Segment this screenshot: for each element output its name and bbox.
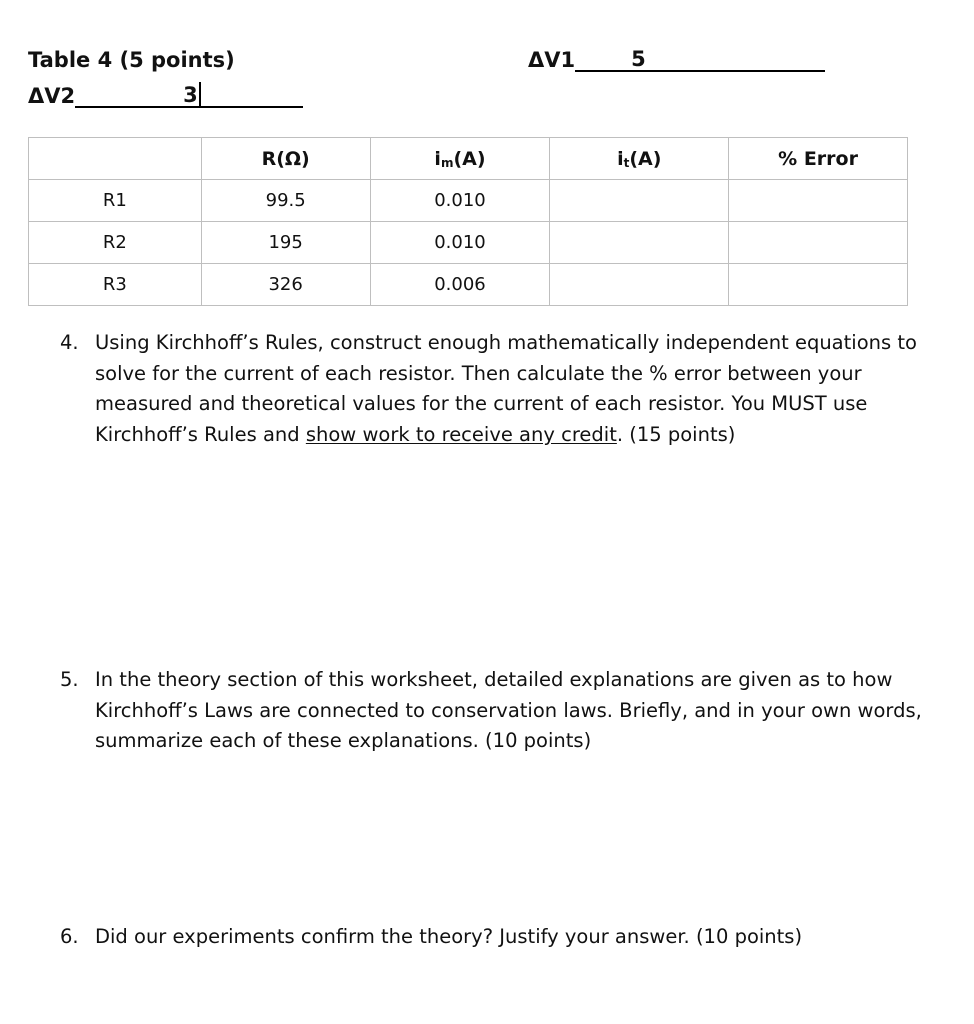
row-label: R2: [29, 222, 202, 264]
question-5: [60, 665, 940, 757]
row-label: R1: [29, 180, 202, 222]
delta-v1-value: 5: [631, 47, 646, 71]
question-4: [60, 328, 940, 450]
percent-error-cell[interactable]: [729, 222, 908, 264]
resistance-cell: 326: [201, 264, 370, 306]
header-theoretical-current: it(A): [550, 138, 729, 180]
percent-error-cell[interactable]: [729, 264, 908, 306]
delta-v1-label: ΔV1: [528, 48, 576, 72]
resistance-cell: 195: [201, 222, 370, 264]
results-table: [28, 137, 908, 306]
resistance-cell: 99.5: [201, 180, 370, 222]
delta-v2-label: ΔV2: [28, 84, 76, 108]
measured-current-cell: 0.010: [370, 180, 550, 222]
question-text: Using Kirchhoff’s Rules, construct enough mathematically independent equations to solve for the current of each resistor. Then calculate the % error between your measured and theoretical values for the current of each resistor. You MUST use Kirchhoff’s Rules and show work to receive any credit. (15 points): [95, 331, 917, 446]
text-cursor: [199, 82, 201, 107]
header-blank-cell: [29, 138, 202, 180]
underlined-instruction: show work to receive any credit: [305, 422, 617, 446]
delta-v2-value: 3: [183, 82, 201, 107]
header-percent-error: % Error: [729, 138, 908, 180]
measured-current-cell: 0.006: [370, 264, 550, 306]
table-row: [29, 222, 908, 264]
row-label: R3: [29, 264, 202, 306]
question-text: Did our experiments confirm the theory? Justify your answer. (10 points): [95, 925, 803, 948]
delta-v1-blank[interactable]: [575, 48, 825, 72]
header-resistance: R(Ω): [201, 138, 370, 180]
question-number: 6.: [60, 925, 79, 948]
table-header-row: [29, 138, 908, 180]
theoretical-current-cell[interactable]: [550, 222, 729, 264]
question-6: [60, 922, 940, 953]
question-number: 4.: [60, 331, 79, 354]
percent-error-cell[interactable]: [729, 180, 908, 222]
question-text: In the theory section of this worksheet, detailed explanations are given as to how Kirchhoff’s Laws are connected to conservation laws. Briefly, and in your own words, summarize each of these explanations. (10 points): [95, 668, 922, 752]
table-title: Table 4 (5 points): [28, 48, 235, 72]
delta-v2-field: [28, 84, 303, 108]
table-row: [29, 180, 908, 222]
theoretical-current-cell[interactable]: [550, 180, 729, 222]
table-row: [29, 264, 908, 306]
measured-current-cell: 0.010: [370, 222, 550, 264]
theoretical-current-cell[interactable]: [550, 264, 729, 306]
header-measured-current: im(A): [370, 138, 550, 180]
delta-v2-blank[interactable]: [75, 84, 303, 108]
delta-v1-field: [528, 48, 825, 72]
question-number: 5.: [60, 668, 79, 691]
